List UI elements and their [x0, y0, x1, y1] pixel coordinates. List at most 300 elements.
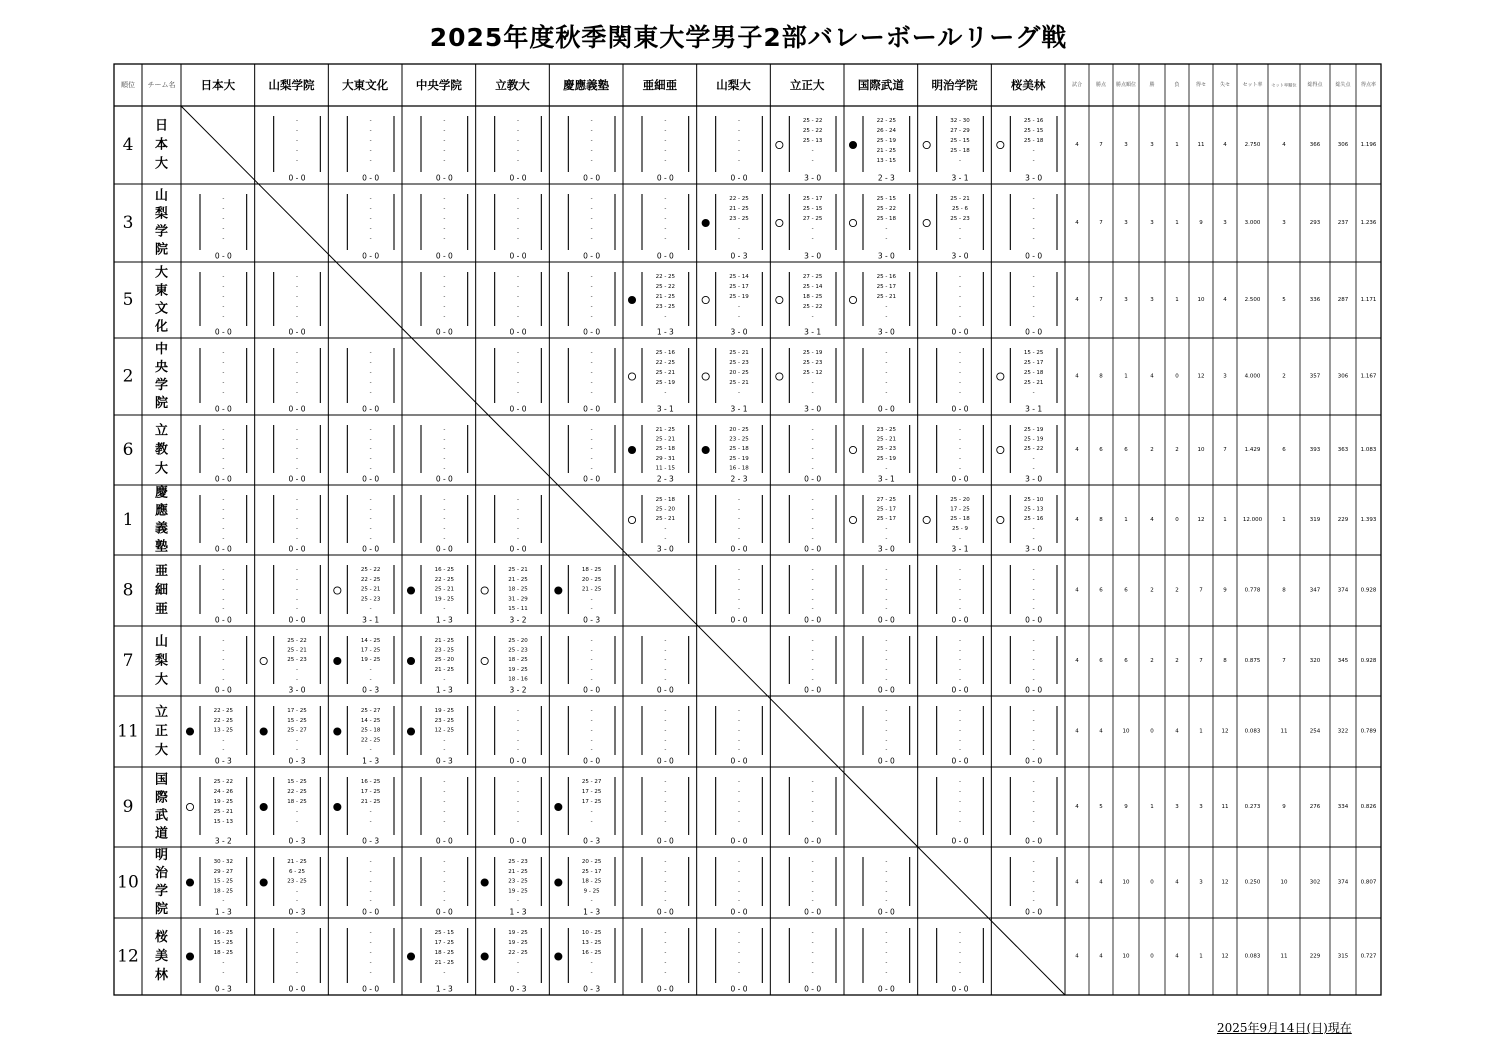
match-total: 0 - 3 [583, 615, 601, 625]
stat-value: 4 [1223, 297, 1227, 303]
stat-value: 254 [1309, 728, 1321, 735]
set-placeholder: - [664, 809, 667, 815]
set-score: 25 - 20 [508, 638, 528, 644]
set-placeholder: - [296, 930, 298, 936]
set-placeholder: - [885, 676, 888, 683]
set-placeholder: - [811, 868, 814, 875]
set-placeholder: - [369, 226, 372, 232]
set-placeholder: - [222, 206, 225, 212]
set-placeholder: - [222, 516, 225, 523]
set-placeholder: - [885, 370, 888, 376]
team-name-char: 国 [154, 772, 169, 788]
set-placeholder: - [1032, 158, 1035, 164]
set-placeholder: - [443, 294, 446, 300]
set-score: 25 - 19 [1023, 427, 1044, 433]
team-name-char: 中 [154, 342, 169, 357]
set-placeholder: - [222, 196, 225, 202]
set-score: 22 - 25 [360, 576, 381, 583]
stat-value: 334 [1337, 804, 1349, 810]
opponent-header-10: 国際武道 [857, 78, 904, 92]
set-placeholder: - [664, 930, 667, 936]
set-placeholder: - [222, 465, 225, 472]
set-placeholder: - [590, 138, 593, 144]
set-placeholder: - [369, 525, 372, 532]
match-total: 1 - 3 [214, 907, 232, 917]
set-placeholder: - [811, 226, 814, 232]
match-total: 0 - 0 [214, 544, 232, 554]
match-total: 0 - 0 [435, 474, 453, 484]
set-score: 25 - 19 [655, 380, 676, 386]
match-total: 0 - 3 [288, 836, 306, 846]
match-total: 0 - 0 [435, 544, 453, 554]
set-score: 25 - 19 [876, 455, 897, 462]
loss-mark-icon [334, 657, 341, 664]
set-placeholder: - [369, 350, 372, 356]
match-total: 0 - 0 [509, 404, 527, 414]
team-name-char: 学 [154, 884, 169, 899]
match-total: 0 - 0 [509, 836, 527, 846]
set-placeholder: - [1032, 525, 1035, 532]
set-placeholder: - [738, 940, 740, 946]
match-total: 0 - 0 [509, 756, 527, 766]
set-placeholder: - [443, 128, 446, 134]
match-total: 0 - 0 [656, 907, 674, 917]
set-placeholder: - [443, 506, 446, 513]
match-total: 0 - 0 [435, 251, 453, 261]
set-placeholder: - [811, 525, 814, 532]
match-total: 0 - 0 [730, 544, 748, 554]
stat-value: 0.826 [1360, 804, 1377, 810]
set-placeholder: - [664, 647, 667, 654]
match-total: 0 - 0 [583, 327, 601, 337]
match-total: 0 - 0 [583, 251, 601, 261]
set-placeholder: - [959, 535, 961, 542]
set-placeholder: - [369, 390, 372, 396]
team-name-char: 央 [154, 360, 169, 375]
stat-value: 322 [1337, 728, 1349, 735]
match-total: 0 - 3 [362, 685, 380, 695]
loss-mark-icon [555, 803, 562, 810]
set-placeholder: - [885, 596, 888, 603]
stat-value: 7 [1199, 658, 1203, 664]
set-placeholder: - [590, 898, 593, 905]
set-placeholder: - [222, 535, 225, 542]
set-placeholder: - [369, 868, 372, 875]
set-placeholder: - [590, 676, 593, 683]
set-placeholder: - [1032, 274, 1035, 280]
set-score: 18 - 25 [213, 950, 234, 956]
set-placeholder: - [664, 138, 667, 144]
set-placeholder: - [1032, 455, 1035, 462]
set-placeholder: - [222, 304, 225, 310]
set-placeholder: - [590, 427, 593, 433]
team-name-char: 梨 [154, 653, 169, 669]
set-placeholder: - [885, 940, 888, 946]
set-score: 25 - 19 [1023, 436, 1044, 443]
stat-value: 3 [1150, 297, 1154, 303]
rank-value: 9 [122, 797, 134, 817]
set-placeholder: - [738, 960, 740, 966]
set-score: 21 - 25 [434, 960, 455, 966]
team-name-char: 亜 [154, 564, 169, 579]
opponent-header-12: 桜美林 [1010, 78, 1046, 92]
stat-value: 7 [1099, 297, 1103, 303]
set-placeholder: - [664, 657, 667, 664]
set-placeholder: - [369, 809, 372, 815]
stat-value: 3 [1223, 373, 1227, 380]
set-placeholder: - [811, 427, 814, 433]
loss-mark-icon [628, 296, 635, 303]
win-mark-icon [776, 296, 783, 303]
set-placeholder: - [517, 535, 519, 542]
set-score: 25 - 17 [729, 284, 749, 290]
set-placeholder: - [1032, 799, 1035, 805]
stat-value: 336 [1309, 297, 1321, 303]
stat-value: 6 [1124, 587, 1128, 594]
stat-value: 12 [1221, 953, 1229, 960]
set-placeholder: - [811, 970, 814, 976]
set-placeholder: - [443, 118, 446, 124]
set-placeholder: - [590, 708, 593, 714]
set-score: 20 - 25 [581, 859, 602, 865]
stat-value: 1 [1124, 373, 1128, 380]
stat-value: 4 [1175, 879, 1179, 886]
set-placeholder: - [590, 304, 593, 310]
stat-value: 11 [1197, 142, 1205, 148]
stat-value: 4 [1075, 447, 1079, 453]
win-mark-icon [776, 373, 783, 380]
loss-mark-icon [260, 803, 267, 810]
set-placeholder: - [222, 657, 225, 664]
set-placeholder: - [590, 727, 593, 734]
set-placeholder: - [738, 314, 740, 320]
stat-value: 0.250 [1244, 879, 1261, 886]
set-placeholder: - [590, 360, 593, 366]
set-score: 22 - 25 [434, 576, 455, 583]
set-placeholder: - [222, 360, 225, 366]
stat-value: 3 [1223, 220, 1227, 226]
match-total: 1 - 3 [583, 907, 601, 917]
set-placeholder: - [296, 284, 298, 290]
team-name-char: 大 [154, 672, 169, 688]
match-total: 0 - 0 [214, 685, 232, 695]
set-score: 25 - 23 [950, 216, 970, 222]
set-score: 25 - 17 [802, 196, 823, 202]
match-total: 0 - 0 [951, 404, 969, 414]
stat-value: 2 [1175, 587, 1179, 594]
set-score: 25 - 22 [802, 118, 823, 124]
loss-mark-icon [555, 879, 562, 886]
set-score: 16 - 25 [581, 950, 602, 956]
match-total: 3 - 1 [951, 173, 969, 183]
stat-value: 1 [1175, 142, 1179, 148]
stat-header-4: 勝 [1149, 82, 1155, 88]
set-placeholder: - [517, 216, 519, 222]
set-score: 16 - 25 [213, 930, 234, 936]
set-score: 25 - 20 [950, 497, 970, 503]
stat-value: 276 [1309, 804, 1321, 810]
stat-value: 9 [1124, 804, 1128, 810]
set-score: 25 - 22 [802, 128, 823, 134]
team-name-char: 武 [154, 808, 169, 824]
set-placeholder: - [517, 898, 519, 905]
match-total: 1 - 3 [435, 615, 453, 625]
match-total: 0 - 0 [951, 615, 969, 625]
set-placeholder: - [738, 535, 740, 542]
set-placeholder: - [885, 586, 888, 593]
set-placeholder: - [1032, 567, 1035, 573]
loss-mark-icon [407, 728, 414, 735]
set-placeholder: - [517, 314, 519, 320]
set-placeholder: - [738, 236, 740, 242]
set-placeholder: - [443, 465, 446, 472]
set-placeholder: - [664, 819, 667, 825]
set-placeholder: - [738, 138, 740, 144]
set-placeholder: - [885, 314, 888, 320]
set-score: 15 - 25 [287, 717, 307, 724]
set-placeholder: - [811, 158, 814, 164]
win-mark-icon [776, 141, 783, 148]
rank-value: 2 [122, 366, 134, 387]
set-score: 25 - 23 [508, 647, 528, 654]
set-placeholder: - [590, 370, 593, 376]
set-placeholder: - [296, 465, 298, 472]
stat-header-5: 負 [1174, 82, 1180, 88]
stat-value: 2.500 [1244, 297, 1261, 303]
set-placeholder: - [222, 436, 225, 443]
set-placeholder: - [811, 666, 814, 673]
set-score: 15 - 13 [213, 819, 234, 825]
set-placeholder: - [885, 727, 888, 734]
set-placeholder: - [811, 567, 814, 573]
stat-value: 4 [1223, 142, 1227, 148]
set-placeholder: - [885, 737, 888, 744]
stat-value: 4 [1075, 587, 1079, 594]
team-name-char: 明 [154, 848, 169, 863]
set-placeholder: - [959, 370, 961, 376]
set-placeholder: - [738, 606, 740, 613]
stat-value: 5 [1282, 297, 1286, 303]
page-title: 2025年度秋季関東大学男子2部バレーボールリーグ戦 [429, 23, 1068, 52]
win-mark-icon [997, 446, 1004, 453]
set-placeholder: - [222, 226, 225, 232]
set-placeholder: - [1032, 596, 1035, 603]
set-score: 22 - 25 [655, 360, 676, 366]
stat-value: 10 [1122, 879, 1130, 886]
set-placeholder: - [590, 647, 593, 654]
match-total: 0 - 0 [1025, 756, 1043, 766]
set-placeholder: - [959, 930, 961, 936]
match-total: 0 - 0 [951, 756, 969, 766]
team-name-char: 大 [154, 265, 169, 281]
set-placeholder: - [296, 455, 298, 462]
set-placeholder: - [811, 506, 814, 513]
set-score: 31 - 29 [508, 596, 528, 603]
match-total: 3 - 0 [656, 544, 674, 554]
set-placeholder: - [885, 657, 888, 664]
set-placeholder: - [738, 799, 740, 805]
set-score: 21 - 25 [581, 586, 602, 593]
stat-value: 7 [1199, 587, 1203, 594]
team-name-char: 文 [154, 301, 169, 317]
stat-value: 6 [1282, 447, 1286, 453]
set-score: 15 - 25 [213, 940, 234, 946]
stat-value: 4 [1075, 297, 1079, 303]
win-mark-icon [923, 141, 930, 148]
stat-value: 1 [1124, 517, 1128, 523]
set-placeholder: - [959, 657, 961, 664]
set-score: 22 - 25 [213, 708, 234, 714]
opponent-header-11: 明治学院 [931, 78, 978, 92]
set-placeholder: - [959, 314, 961, 320]
stat-value: 10 [1197, 447, 1205, 453]
set-score: 25 - 21 [1023, 380, 1044, 386]
set-score: 25 - 22 [360, 567, 381, 573]
set-placeholder: - [222, 898, 225, 905]
set-score: 25 - 17 [876, 506, 897, 513]
set-score: 18 - 25 [287, 799, 307, 805]
set-score: 19 - 25 [508, 930, 528, 936]
set-placeholder: - [590, 216, 593, 222]
set-placeholder: - [885, 898, 888, 905]
set-placeholder: - [811, 516, 814, 523]
set-placeholder: - [443, 799, 446, 805]
loss-mark-icon [555, 587, 562, 594]
set-score: 25 - 21 [434, 586, 455, 593]
set-placeholder: - [369, 930, 372, 936]
set-score: 25 - 18 [950, 516, 970, 523]
set-placeholder: - [296, 676, 298, 683]
set-placeholder: - [1032, 314, 1035, 320]
match-total: 0 - 0 [1025, 251, 1043, 261]
set-placeholder: - [590, 747, 593, 754]
rank-value: 1 [122, 510, 134, 530]
set-placeholder: - [369, 676, 372, 683]
set-score: 17 - 25 [950, 506, 970, 513]
loss-mark-icon [186, 879, 193, 886]
stat-value: 8 [1223, 658, 1227, 664]
match-total: 3 - 1 [730, 404, 748, 414]
set-score: 25 - 17 [581, 868, 602, 875]
set-placeholder: - [590, 226, 593, 232]
match-total: 0 - 0 [1025, 327, 1043, 337]
set-placeholder: - [369, 516, 372, 523]
stat-value: 8 [1282, 587, 1286, 594]
stat-value: 3 [1282, 220, 1286, 226]
set-placeholder: - [296, 128, 298, 134]
set-placeholder: - [885, 666, 888, 673]
set-placeholder: - [517, 128, 519, 134]
set-score: 18 - 25 [434, 950, 455, 956]
set-placeholder: - [811, 576, 814, 583]
set-placeholder: - [443, 304, 446, 310]
set-score: 22 - 25 [729, 196, 749, 202]
team-name-char: 院 [154, 902, 169, 917]
rank-value: 8 [122, 580, 134, 601]
set-placeholder: - [517, 118, 519, 124]
loss-mark-icon [334, 803, 341, 810]
set-placeholder: - [664, 638, 667, 644]
set-score: 10 - 25 [581, 930, 602, 936]
set-placeholder: - [517, 789, 519, 795]
set-placeholder: - [738, 128, 740, 134]
stat-value: 302 [1309, 879, 1321, 886]
set-placeholder: - [296, 535, 298, 542]
stat-value: 0 [1175, 373, 1179, 380]
match-total: 0 - 0 [1025, 836, 1043, 846]
set-score: 25 - 23 [287, 657, 307, 664]
loss-mark-icon [260, 728, 267, 735]
set-placeholder: - [811, 898, 814, 905]
match-total: 0 - 3 [730, 251, 748, 261]
win-mark-icon [702, 296, 709, 303]
set-score: 14 - 25 [360, 638, 381, 644]
team-name-char: 大 [154, 156, 169, 172]
set-score: 25 - 21 [729, 350, 749, 356]
set-placeholder: - [811, 657, 814, 664]
set-placeholder: - [1032, 859, 1035, 865]
set-placeholder: - [590, 809, 593, 815]
set-placeholder: - [590, 314, 593, 320]
loss-mark-icon [334, 728, 341, 735]
set-score: 21 - 25 [655, 294, 676, 300]
set-score: 25 - 21 [655, 516, 676, 523]
set-placeholder: - [1032, 676, 1035, 683]
stat-value: 287 [1337, 297, 1349, 303]
set-placeholder: - [1032, 304, 1035, 310]
set-score: 6 - 25 [289, 868, 305, 875]
set-placeholder: - [1032, 657, 1035, 664]
opponent-header-5: 立教大 [495, 78, 530, 92]
set-placeholder: - [222, 666, 225, 673]
team-name-char: 林 [154, 968, 169, 983]
set-placeholder: - [443, 737, 446, 744]
set-placeholder: - [590, 148, 593, 154]
set-placeholder: - [222, 455, 225, 462]
set-score: 30 - 32 [213, 859, 234, 865]
set-placeholder: - [885, 647, 888, 654]
set-placeholder: - [664, 158, 667, 164]
set-placeholder: - [1032, 294, 1035, 300]
set-score: 25 - 21 [950, 196, 970, 202]
set-placeholder: - [517, 158, 519, 164]
match-total: 3 - 0 [1025, 173, 1043, 183]
set-placeholder: - [1032, 878, 1035, 885]
set-score: 25 - 21 [729, 380, 749, 386]
set-placeholder: - [296, 350, 298, 356]
stat-header-2: 勝点 [1095, 82, 1107, 88]
set-placeholder: - [369, 497, 372, 503]
stat-value: 2 [1175, 658, 1179, 664]
set-placeholder: - [738, 390, 740, 396]
match-total: 0 - 0 [583, 474, 601, 484]
set-placeholder: - [1032, 284, 1035, 290]
set-placeholder: - [664, 390, 667, 396]
team-name-char: 細 [154, 583, 169, 598]
loss-mark-icon [702, 446, 709, 453]
match-total: 1 - 3 [509, 907, 527, 917]
set-placeholder: - [517, 304, 519, 310]
match-total: 0 - 0 [656, 685, 674, 695]
team-name-char: 塾 [154, 539, 169, 555]
set-placeholder: - [959, 304, 961, 310]
set-placeholder: - [664, 666, 667, 673]
set-score: 25 - 19 [802, 350, 823, 356]
stat-value: 1 [1175, 297, 1179, 303]
loss-mark-icon [481, 879, 488, 886]
match-total: 0 - 0 [214, 251, 232, 261]
set-placeholder: - [959, 647, 961, 654]
